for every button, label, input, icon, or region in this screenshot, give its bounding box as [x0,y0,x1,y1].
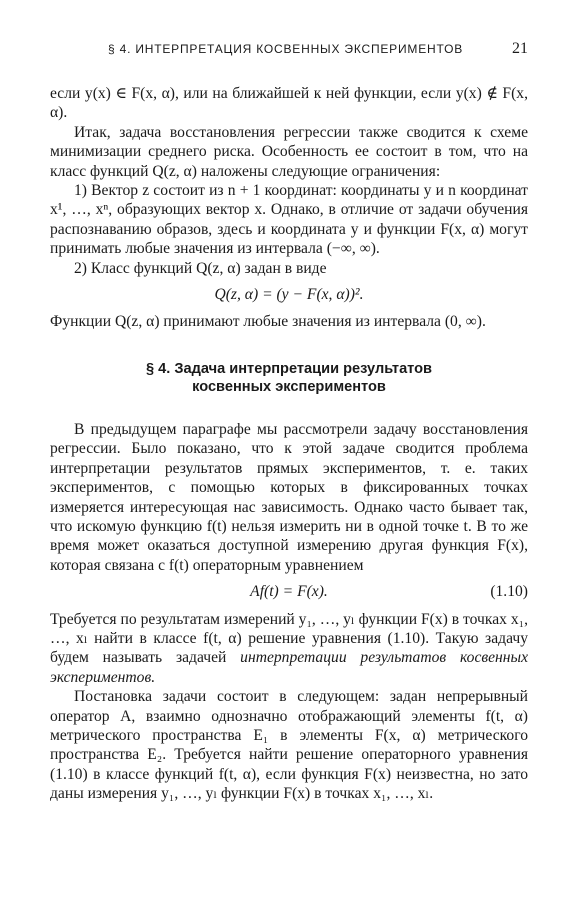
paragraph-7-text: Требуется по результатам измерений y₁, …, yₗ функции F(x) в точках x₁, …, xₗ найти в классе f(t, α) решение уравнения (1.10). Такую задачу будем называть задачей [50,610,528,667]
book-page [50,40,528,804]
paragraph-1: если y(x) ∈ F(x, α), или на ближайшей к ней функции, если y(x) ∉ F(x, α). [50,85,528,122]
formula-loss: Q(z, α) = (y − F(x, α))². [214,286,364,304]
paragraph-3: 1) Вектор z состоит из n + 1 координат: координаты y и n координат x¹, …, xⁿ, образующих вектор x. Однако, в отличие от задачи обучения распознаванию образов, здесь и координата y и функции F(x, α) могут принимать любые значения из интервала (−∞, ∞). [50,182,528,258]
paragraph-2: Итак, задача восстановления регрессии также сводится к схеме минимизации среднего риска. Особенность ее состоит в том, что на класс функций Q(z, α) наложены следующие ограничения: [50,123,528,180]
section-heading [50,360,528,396]
section-heading-line-1: § 4. Задача интерпретации результатов [145,360,433,377]
section-heading-line-2: косвенных экспериментов [192,378,386,395]
paragraph-6: В предыдущем параграфе мы рассмотрели задачу восстановления регрессии. Было показано, что к этой задаче сводится проблема интерпретации результатов прямых экспериментов, т. е. таких экспериментов, с помощью которых в фиксированных точках измеряется интересующая нас зависимость. Однако часто бывает так, что искомую функцию f(t) нельзя измерить ни в одной точке t. В то же время может оказаться доступной измерению другая функция F(x), которая связана с f(t) операторным уравнением [50,420,528,574]
paragraph-7-emphasis: интерпретации результатов косвенных экспериментов. [50,649,529,686]
paragraph-7 [50,610,528,688]
formula-operator-equation [50,582,528,601]
paragraph-8: Постановка задачи состоит в следующем: задан непрерывный оператор A, взаимно однозначно отображающий элементы f(t, α) метрического пространства E₁ в элементы F(x, α) метрического пространства E₂. Требуется найти решение операторного уравнения (1.10) в классе функций f(t, α), если функция F(x) неизвестна, но зато даны измерения y₁, …, yₗ функции F(x) в точках x₁, …, xₗ. [50,688,528,803]
running-head-title: § 4. ИНТЕРПРЕТАЦИЯ КОСВЕННЫХ ЭКСПЕРИМЕНТОВ [108,42,464,56]
formula-operator-equation-text: Af(t) = F(x). [250,583,328,601]
page-number: 21 [512,40,528,57]
paragraph-4: 2) Класс функций Q(z, α) задан в виде [74,259,327,277]
paragraph-5: Функции Q(z, α) принимают любые значения из интервала (0, ∞). [50,313,486,331]
running-head [50,40,528,58]
equation-number: (1.10) [490,583,528,601]
